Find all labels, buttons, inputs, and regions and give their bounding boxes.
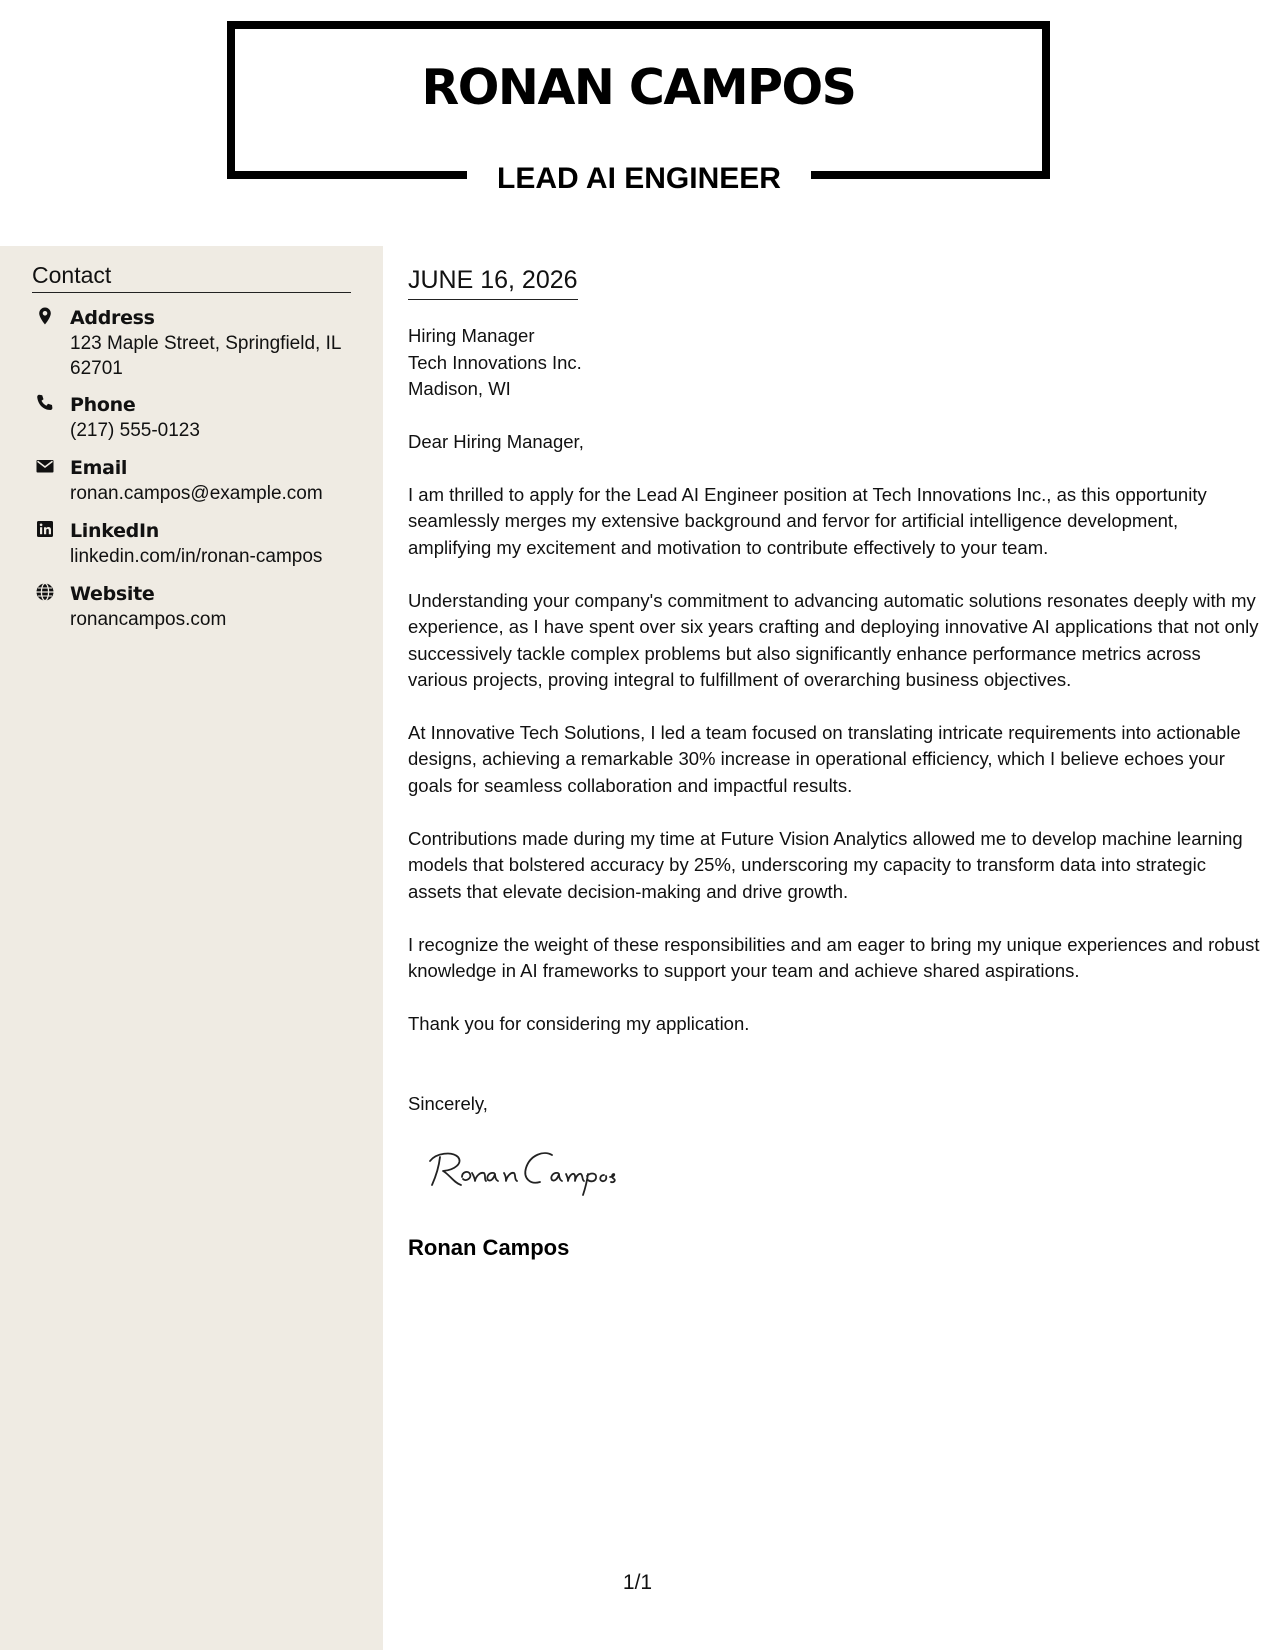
contact-value-address: 123 Maple Street, Springfield, IL 62701 <box>70 333 341 379</box>
contact-value-website: ronancampos.com <box>70 609 227 630</box>
recipient-line: Hiring Manager <box>408 325 535 346</box>
applicant-name: RONAN CAMPOS <box>421 59 856 116</box>
contact-label-website: Website <box>70 583 155 605</box>
contact-sidebar <box>0 246 383 1650</box>
contact-value-linkedin: linkedin.com/in/ronan-campos <box>70 546 323 567</box>
linkedin-icon <box>35 519 55 539</box>
letter-paragraph: I am thrilled to apply for the Lead AI Engineer position at Tech Innovations Inc., as this opportunity seamlessly merges my extensive background and fervor for artificial intelligence development, amplifying my excitement and motivation to contribute effectively to your team. <box>408 484 1207 558</box>
recipient-block <box>408 323 582 403</box>
letter-paragraph: Understanding your company's commitment to advancing automatic solutions resonates deeply with my experience, as I have spent over six years crafting and deploying innovative AI applications that not only successively tackle complex problems but also significantly enhance performance metrics across various projects, proving integral to fulfillment of overarching business objectives. <box>408 590 1259 690</box>
phone-icon <box>35 393 55 413</box>
map-pin-icon <box>35 306 55 326</box>
letter-header <box>227 21 1050 195</box>
contact-value-email: ronan.campos@example.com <box>70 483 323 504</box>
contact-label-address: Address <box>70 307 155 329</box>
contact-value-phone: (217) 555-0123 <box>70 420 200 441</box>
page-number: 1/1 <box>622 1571 653 1594</box>
contact-label-phone: Phone <box>70 394 136 416</box>
closing: Sincerely, <box>408 1093 488 1114</box>
envelope-icon <box>35 456 55 476</box>
letter-paragraph: Thank you for considering my application. <box>408 1013 750 1034</box>
letter-paragraph: At Innovative Tech Solutions, I led a team focused on translating intricate requirements into actionable designs, achieving a remarkable 30% increase in operational efficiency, which I believe echoes your goals for seamless collaboration and impactful results. <box>408 722 1241 796</box>
salutation: Dear Hiring Manager, <box>408 431 584 452</box>
contact-heading: Contact <box>32 261 351 293</box>
signer-name: Ronan Campos <box>408 1235 570 1260</box>
recipient-line: Madison, WI <box>408 378 511 399</box>
globe-icon <box>35 582 55 602</box>
letter-paragraph: Contributions made during my time at Future Vision Analytics allowed me to develop machine learning models that bolstered accuracy by 25%, underscoring my capacity to transform data into strategic assets that elevate decision-making and drive growth. <box>408 828 1243 902</box>
contact-label-email: Email <box>70 457 128 479</box>
letter-paragraph: I recognize the weight of these responsibilities and am eager to bring my unique experiences and robust knowledge in AI frameworks to support your team and achieve shared aspirations. <box>408 934 1260 982</box>
handwritten-signature <box>424 1143 664 1204</box>
letter-date: JUNE 16, 2026 <box>408 265 578 300</box>
recipient-line: Tech Innovations Inc. <box>408 351 582 373</box>
applicant-job-title: LEAD AI ENGINEER <box>467 159 811 199</box>
contact-label-linkedin: LinkedIn <box>70 520 159 542</box>
